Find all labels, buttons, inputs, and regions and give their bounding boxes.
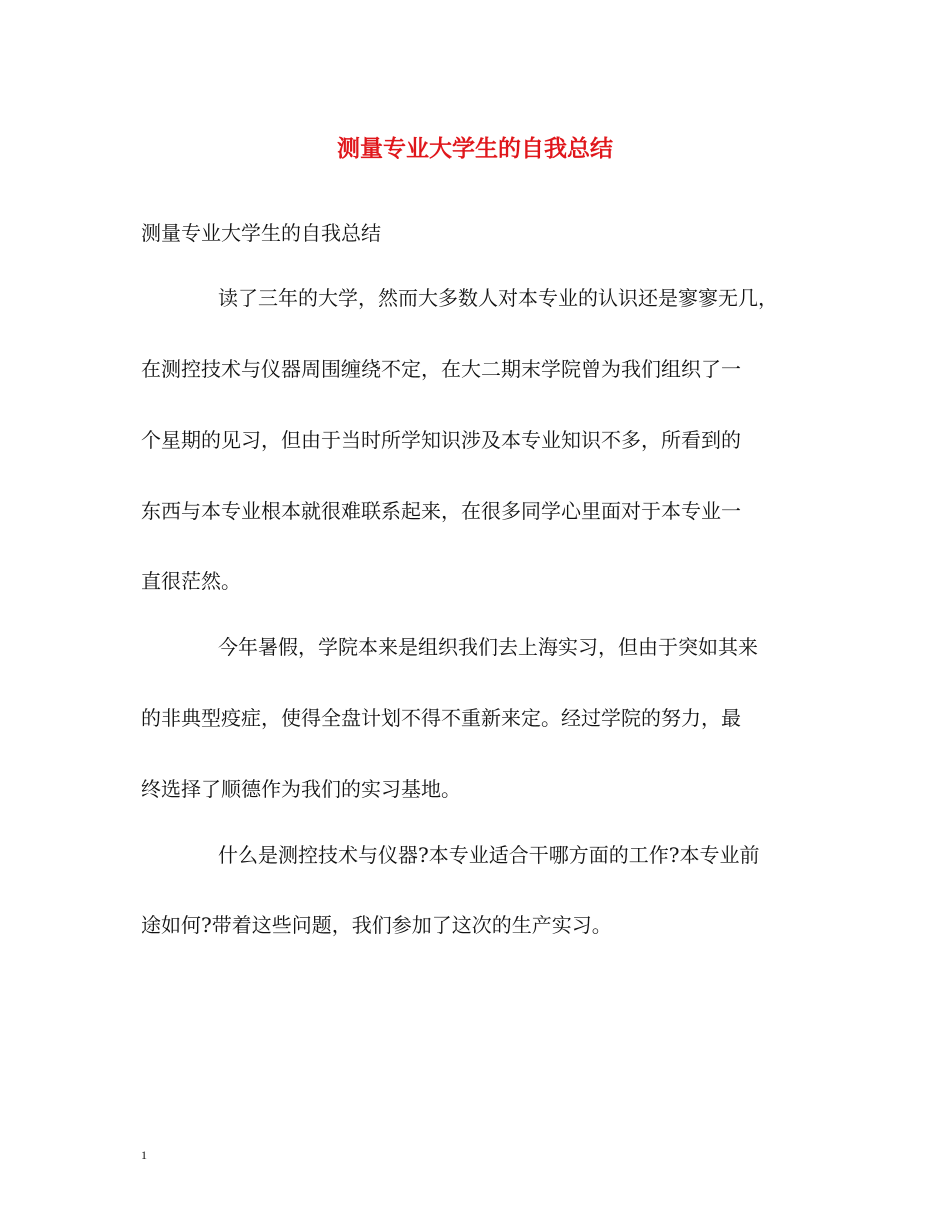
paragraph-3-line-1: 什么是测控技术与仪器?本专业适合干哪方面的工作?本专业前 (218, 843, 760, 867)
page-number: 1 (141, 1148, 147, 1162)
paragraph-3-line-2: 途如何?带着这些问题，我们参加了这次的生产实习。 (141, 913, 612, 937)
paragraph-2-line-3: 终选择了顺德作为我们的实习基地。 (141, 777, 461, 801)
document-subtitle: 测量专业大学生的自我总结 (141, 221, 381, 245)
paragraph-1-line-5: 直很茫然。 (141, 569, 241, 593)
document-title: 测量专业大学生的自我总结 (337, 135, 613, 162)
paragraph-1-line-4: 东西与本专业根本就很难联系起来，在很多同学心里面对于本专业一 (141, 499, 741, 523)
paragraph-1-line-1: 读了三年的大学，然而大多数人对本专业的认识还是寥寥无几， (218, 286, 778, 310)
paragraph-2-line-1: 今年暑假，学院本来是组织我们去上海实习，但由于突如其来 (218, 635, 758, 659)
paragraph-1-line-3: 个星期的见习，但由于当时所学知识涉及本专业知识不多，所看到的 (141, 428, 741, 452)
paragraph-2-line-2: 的非典型疫症，使得全盘计划不得不重新来定。经过学院的努力，最 (141, 706, 741, 730)
paragraph-1-line-2: 在测控技术与仪器周围缠绕不定，在大二期末学院曾为我们组织了一 (141, 357, 741, 381)
